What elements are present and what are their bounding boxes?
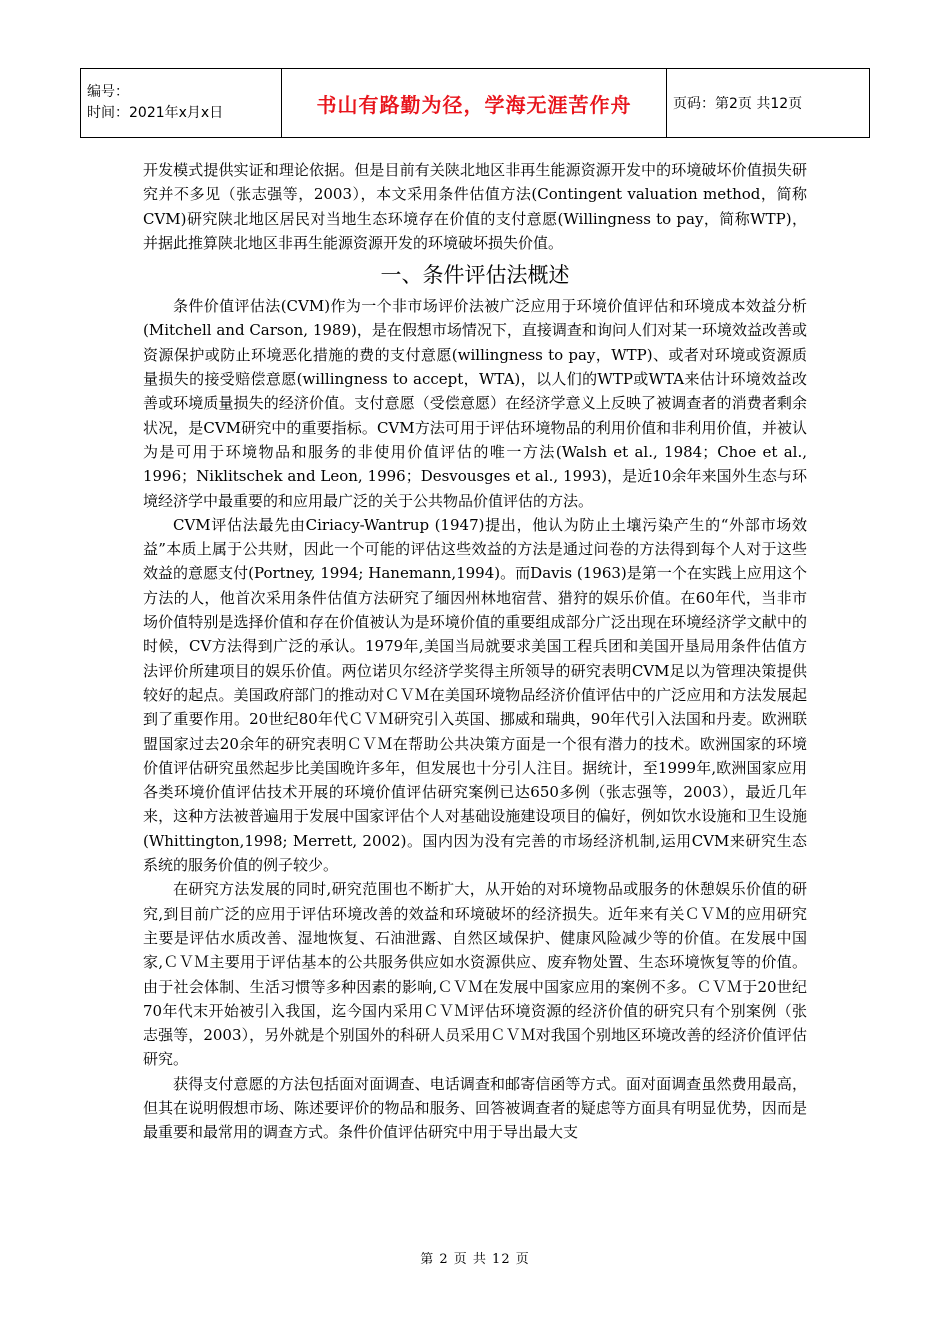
body-paragraph: 在研究方法发展的同时,研究范围也不断扩大，从开始的对环境物品或服务的休憩娱乐价值的研究,到目前广泛的应用于评估环境改善的效益和环境破坏的经济损失。近年来有关ＣＶＭ的应用研究主要是评估水质改善、湿地恢复、石油泄露、自然区域保护、健康风险减少等的价值。在发展中国家,ＣＶＭ主要用于评估基本的公共服务供应如水资源供应、废弃物处置、生态环境恢复等的价值。由于社会体制、生活习惯等多种因素的影响,ＣＶＭ在发展中国家应用的案例不多。ＣＶＭ于20世纪70年代末开始被引入我国，迄今国内采用ＣＶＭ评估环境资源的经济价值的研究只有个别案例（张志强等，2003），另外就是个别国外的科研人员采用ＣＶＭ对我国个别地区环境改善的经济价值评估研究。 <box>143 880 808 1069</box>
page-header <box>80 68 870 138</box>
document-body <box>143 158 807 1145</box>
header-meta-cell <box>81 69 282 138</box>
body-paragraph: 条件价值评估法(CVM)作为一个非市场评价法被广泛应用于环境价值评估和环境成本效益分析 (Mitchell and Carson, 1989)，是在假想市场情况下，直接调查和询问人们对某一环境效益改善或资源保护或防止环境恶化措施的费的支付意愿(willingness to pay，WTP)、或者对环境或资源质量损失的接受赔偿意愿(willingness to accept，WTA)，以人们的WTP或WTA来估计环境效益改善或环境质量损失的经济价值。支付意愿（受偿意愿）在经济学意义上反映了被调查者的消费者剩余状况，是CVM研究中的重要指标。CVM方法可用于评估环境物品的利用价值和非利用价值，并被认为是可用于环境物品和服务的非使用价值评估的唯一方法(Walsh et al., 1984；Choe et al., 1996；Niklitschek and Leon, 1996；Desvousges et al., 1993)，是近10余年来国外生态与环境经济学中最重要的和应用最广泛的关于公共物品价值评估的方法。 <box>143 297 807 510</box>
document-number-label: 编号： <box>87 84 129 100</box>
section-title: 一、条件评估法概述 <box>380 263 570 288</box>
header-page-info: 页码：第2页 共12页 <box>667 69 870 138</box>
body-paragraph: 获得支付意愿的方法包括面对面调查、电话调查和邮寄信函等方式。面对面调查虽然费用最高，但其在说明假想市场、陈述要评价的物品和服务、回答被调查者的疑虑等方面具有明显优势，因而是最重要和最常用的调查方式。条件价值评估研究中用于导出最大支 <box>143 1074 807 1142</box>
header-motto: 书山有路勤为径，学海无涯苦作舟 <box>282 69 667 138</box>
page-footer: 第 2 页 共 12 页 <box>420 1252 530 1267</box>
document-time-label: 时间：2021年x月x日 <box>87 105 224 121</box>
intro-paragraph: 开发模式提供实证和理论依据。但是目前有关陕北地区非再生能源资源开发中的环境破坏价值损失研究并不多见（张志强等，2003），本文采用条件估值方法(Contingent valuation method，简称CVM)研究陕北地区居民对当地生态环境存在价值的支付意愿(Willingness to pay，简称WTP)，并据此推算陕北地区非再生能源资源开发的环境破坏损失价值。 <box>143 161 807 252</box>
body-paragraph: CVM评估法最先由Ciriacy-Wantrup (1947)提出，他认为防止土壤污染产生的“外部市场效益”本质上属于公共财，因此一个可能的评估这些效益的方法是通过问卷的方法得到每个人对于这些效益的意愿支付(Portney, 1994; Hanemann,1994)。而Davis (1963)是第一个在实践上应用这个方法的人，他首次采用条件估值方法研究了缅因州林地宿营、猎狩的娱乐价值。在60年代，当非市场价值特别是选择价值和存在价值被认为是环境价值的重要组成部分广泛出现在环境经济学文献中的时候，CV方法得到广泛的承认。1979年,美国当局就要求美国工程兵团和美国开垦局用条件估值方法评价所建项目的娱乐价值。两位诺贝尔经济学奖得主所领导的研究表明CVM足以为管理决策提供较好的起点。美国政府部门的推动对ＣＶＭ在美国环境物品经济价值评估中的广泛应用和方法发展起到了重要作用。20世纪80年代ＣＶＭ研究引入英国、挪威和瑞典，90年代引入法国和丹麦。欧洲联盟国家过去20余年的研究表明ＣＶＭ在帮助公共决策方面是一个很有潜力的技术。欧洲国家的环境价值评估研究虽然起步比美国晚许多年，但发展也十分引人注目。据统计，至1999年,欧洲国家应用各类环境价值评估技术开展的环境价值评估研究案例已达650多例（张志强等，2003），最近几年来，这种方法被普遍用于发展中国家评估个人对基础设施建设项目的偏好，例如饮水设施和卫生设施(Whittington,1998; Merrett, 2002)。国内因为没有完善的市场经济机制,运用CVM来研究生态系统的服务价值的例子较少。 <box>143 515 807 875</box>
